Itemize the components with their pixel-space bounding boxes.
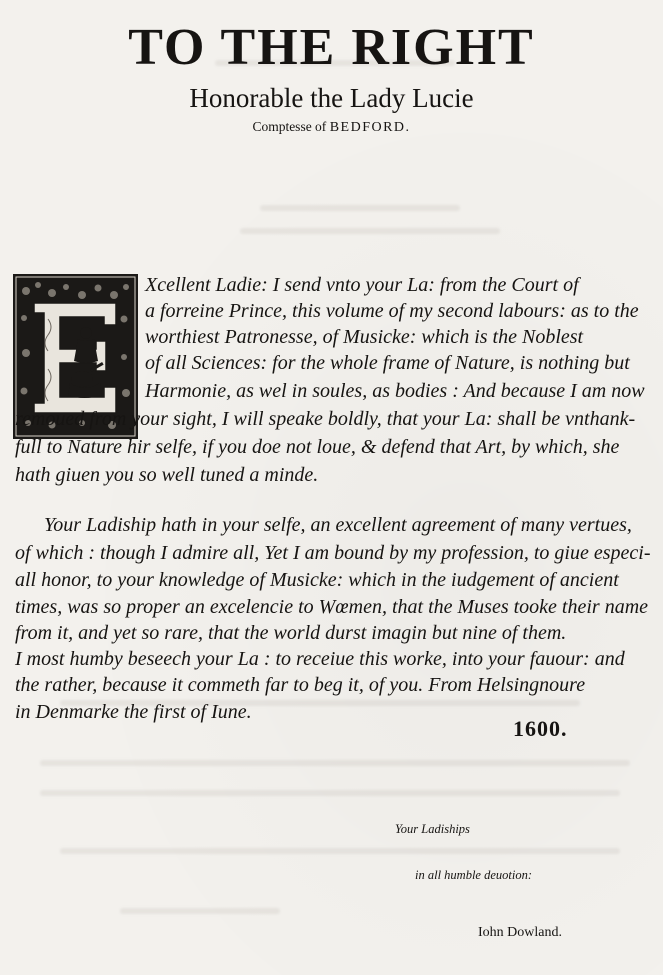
body-line: remoued from your sight, I will speake boldly, that your La: shall be vnthank-: [15, 408, 636, 430]
bleed-through-mark: [260, 205, 460, 211]
page-title: TO THE RIGHT: [128, 19, 535, 76]
dedication-title: [0, 118, 663, 137]
body-line: the rather, because it commeth far to beg it, of you. From Helsingnoure: [15, 674, 586, 696]
author-signature: Iohn Dowland.: [478, 925, 562, 940]
body-line: Harmonie, as wel in soules, as bodies : And because I am now: [145, 380, 645, 402]
closing-devotion: in all humble deuotion:: [415, 868, 532, 882]
closing-salutation: Your Ladiships: [395, 822, 470, 836]
body-line: a forreine Prince, this volume of my second labours: as to the: [145, 300, 639, 322]
body-line: worthiest Patronesse, of Musicke: which is the Noblest: [145, 326, 584, 348]
body-line: of all Sciences: for the whole frame of Nature, is nothing but: [145, 352, 630, 374]
dedication-recipient: Honorable the Lady Lucie: [189, 83, 474, 113]
body-line: I most humby beseech your La : to receiue this worke, into your fauour: and: [15, 648, 625, 670]
bleed-through-mark: [120, 908, 280, 914]
body-line: times, was so proper an excelencie to Wœmen, that the Muses tooke their name: [15, 596, 649, 618]
publication-year: 1600.: [513, 716, 568, 741]
bleed-through-mark: [60, 848, 620, 854]
title-prefix: Comptesse of: [252, 119, 330, 134]
title-name: BEDFORD.: [329, 120, 411, 135]
bleed-through-mark: [240, 228, 500, 234]
bleed-through-mark: [40, 760, 630, 766]
body-line: Xcellent Ladie: I send vnto your La: from the Court of: [145, 274, 579, 296]
bleed-through-mark: [40, 790, 620, 796]
body-line: from it, and yet so rare, that the world durst imagin but nine of them.: [15, 622, 567, 644]
body-line: hath giuen you so well tuned a minde.: [15, 464, 319, 486]
body-line: in Denmarke the first of Iune.: [15, 701, 252, 723]
body-line: Your Ladiship hath in your selfe, an excellent agreement of many vertues,: [44, 514, 632, 536]
body-line: full to Nature hir selfe, if you doe not loue, & defend that Art, by which, she: [15, 436, 620, 458]
body-line: of which : though I admire all, Yet I am bound by my profession, to giue especi-: [15, 542, 651, 564]
body-line: all honor, to your knowledge of Musicke: which in the iudgement of ancient: [15, 569, 619, 591]
